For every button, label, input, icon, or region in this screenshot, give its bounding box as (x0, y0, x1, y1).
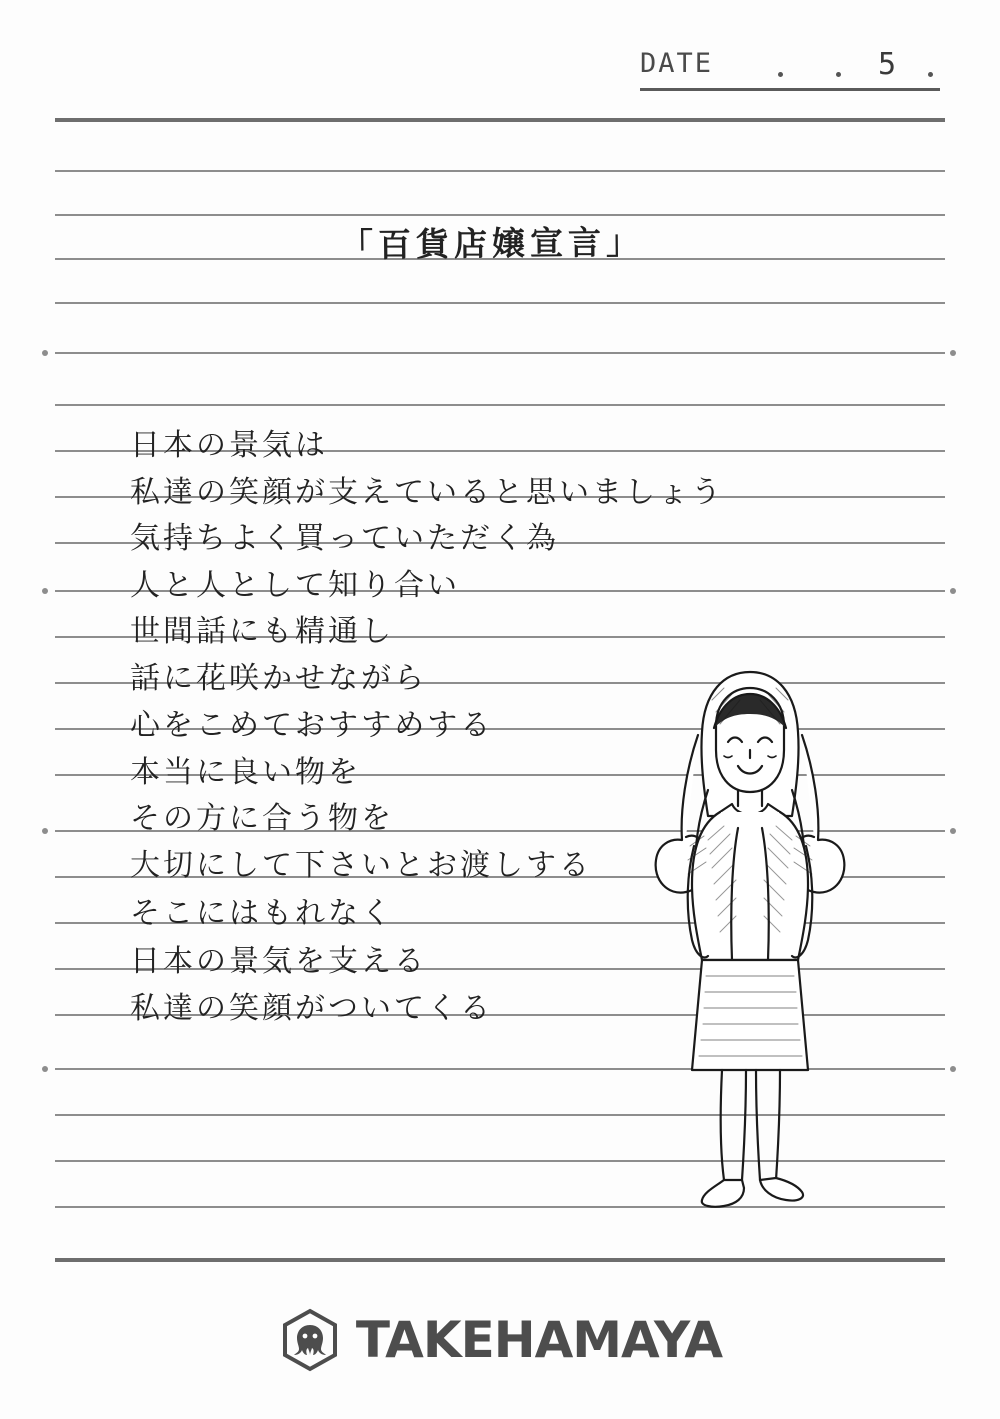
handwritten-line: 話に花咲かせながら (130, 661, 427, 696)
date-separator-dot-3 (928, 72, 933, 77)
octopus-in-hexagon-icon (278, 1308, 342, 1372)
rule-marker-dot (950, 350, 956, 356)
rule-marker-dot (42, 588, 48, 594)
handwritten-line: 気持ちよく買っていただく為 (130, 521, 559, 556)
rule-line (55, 404, 945, 406)
rule-marker-dot (950, 828, 956, 834)
rule-line (55, 352, 945, 354)
date-label: DATE (640, 48, 714, 79)
rule-marker-dot (42, 1066, 48, 1072)
rule-line (55, 302, 945, 304)
handwritten-line: 人と人として知り合い (130, 568, 460, 603)
date-underline (640, 88, 940, 91)
handwritten-line: 私達の笑顔が支えていると思いましょう (130, 475, 724, 510)
rule-marker-dot (950, 588, 956, 594)
handwritten-line: 私達の笑顔がついてくる (130, 991, 493, 1026)
page-title: 「百貨店嬢宣言」 (339, 222, 645, 265)
rule-line (55, 170, 945, 172)
footer-logo (0, 1295, 1000, 1385)
rule-line-bottom (55, 1258, 945, 1262)
handwritten-line: 心をこめておすすめする (130, 708, 494, 743)
brand-name: TAKEHAMAYA (355, 1311, 723, 1369)
date-separator-dot-1 (778, 72, 783, 77)
rule-line (55, 214, 945, 216)
page-number: 5 (878, 47, 897, 82)
date-separator-dot-2 (836, 72, 841, 77)
handwritten-line: 大切にして下さいとお渡しする (130, 848, 592, 883)
handwritten-line: そこにはもれなく (130, 896, 394, 931)
handwritten-line: その方に合う物を (130, 801, 394, 836)
handwritten-line: 日本の景気を支える (130, 944, 427, 979)
handwritten-line: 世間話にも精通し (130, 614, 394, 649)
date-header (640, 48, 940, 94)
rule-line-top (55, 118, 945, 122)
rule-marker-dot (42, 350, 48, 356)
rule-marker-dot (950, 1066, 956, 1072)
handwritten-line: 本当に良い物を (130, 755, 361, 790)
handwritten-line: 日本の景気は (130, 428, 328, 463)
smiling-woman-illustration (620, 640, 880, 1210)
rule-marker-dot (42, 828, 48, 834)
